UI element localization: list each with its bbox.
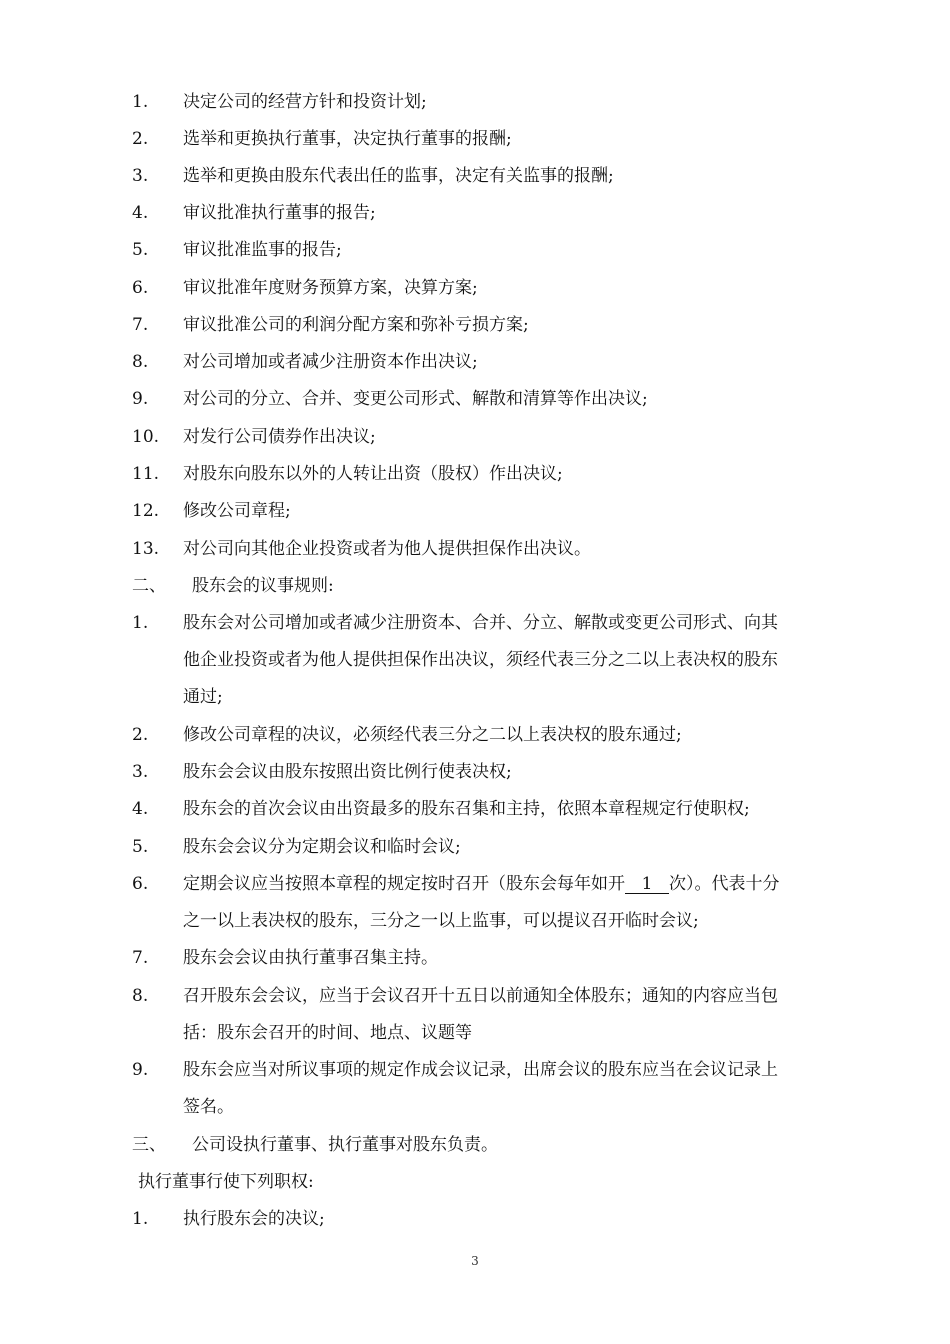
list-number: 5. [132, 240, 149, 260]
list-number: 9. [132, 1060, 149, 1080]
list-number: 8. [132, 986, 149, 1006]
list-text: 股东会的首次会议由出资最多的股东召集和主持，依照本章程规定行使职权; [183, 799, 750, 819]
list-number: 3. [132, 166, 149, 186]
list-number: 6. [132, 278, 149, 298]
meeting-count-blank: 1 [625, 875, 669, 894]
list-text: 选举和更换由股东代表出任的监事，决定有关监事的报酬; [183, 166, 614, 186]
page-number: 3 [471, 1254, 479, 1268]
section-subtitle-text: 执行董事行使下列职权: [138, 1172, 314, 1192]
list-text: 股东会会议分为定期会议和临时会议; [183, 837, 461, 857]
list-number: 9. [132, 389, 149, 409]
list-number: 13. [132, 539, 160, 559]
list-text: 审议批准监事的报告; [183, 240, 342, 260]
section-number: 二、 [132, 576, 166, 596]
list-text: 股东会对公司增加或者减少注册资本、合并、分立、解散或变更公司形式、向其 [183, 613, 778, 633]
list-number: 6. [132, 874, 149, 894]
rule6-text-before: 定期会议应当按照本章程的规定按时召开（股东会每年如开 [183, 874, 625, 894]
list-text: 对股东向股东以外的人转让出资（股权）作出决议; [183, 464, 563, 484]
list-text: 股东会会议由股东按照出资比例行使表决权; [183, 762, 512, 782]
section-title: 股东会的议事规则: [192, 576, 334, 596]
list-text: 括：股东会召开的时间、地点、议题等 [183, 1023, 472, 1043]
list-text: 对公司向其他企业投资或者为他人提供担保作出决议。 [183, 539, 591, 559]
list-text: 对发行公司债券作出决议; [183, 427, 376, 447]
list-number: 4. [132, 203, 149, 223]
list-number: 1. [132, 1209, 149, 1229]
list-number: 3. [132, 762, 149, 782]
list-number: 4. [132, 799, 149, 819]
list-number: 11. [132, 464, 160, 484]
list-number: 10. [132, 427, 160, 447]
list-text: 对公司的分立、合并、变更公司形式、解散和清算等作出决议; [183, 389, 648, 409]
list-number: 5. [132, 837, 149, 857]
list-text: 选举和更换执行董事，决定执行董事的报酬; [183, 129, 512, 149]
list-text: 执行股东会的决议; [183, 1209, 325, 1229]
list-text: 股东会会议由执行董事召集主持。 [183, 948, 438, 968]
list-number: 12. [132, 501, 160, 521]
list-text: 之一以上表决权的股东，三分之一以上监事，可以提议召开临时会议; [183, 911, 699, 931]
list-text [183, 873, 780, 895]
list-number: 2. [132, 129, 149, 149]
list-text: 审议批准执行董事的报告; [183, 203, 376, 223]
list-text: 审议批准年度财务预算方案，决算方案; [183, 278, 478, 298]
list-text: 修改公司章程; [183, 501, 291, 521]
list-text: 对公司增加或者减少注册资本作出决议; [183, 352, 478, 372]
list-number: 2. [132, 725, 149, 745]
list-number: 7. [132, 315, 149, 335]
list-text: 签名。 [183, 1097, 234, 1117]
list-text: 召开股东会会议，应当于会议召开十五日以前通知全体股东；通知的内容应当包 [183, 986, 778, 1006]
list-text: 他企业投资或者为他人提供担保作出决议，须经代表三分之二以上表决权的股东 [183, 650, 778, 670]
list-number: 8. [132, 352, 149, 372]
list-number: 1. [132, 92, 149, 112]
list-text: 通过; [183, 687, 223, 707]
list-text: 决定公司的经营方针和投资计划; [183, 92, 427, 112]
list-text: 审议批准公司的利润分配方案和弥补亏损方案; [183, 315, 529, 335]
list-text: 修改公司章程的决议，必须经代表三分之二以上表决权的股东通过; [183, 725, 682, 745]
section-title: 公司设执行董事、执行董事对股东负责。 [192, 1135, 498, 1155]
rule6-text-after: 次）。代表十分 [669, 874, 780, 894]
section-number: 三、 [132, 1135, 166, 1155]
list-number: 1. [132, 613, 149, 633]
list-text: 股东会应当对所议事项的规定作成会议记录，出席会议的股东应当在会议记录上 [183, 1060, 778, 1080]
list-number: 7. [132, 948, 149, 968]
